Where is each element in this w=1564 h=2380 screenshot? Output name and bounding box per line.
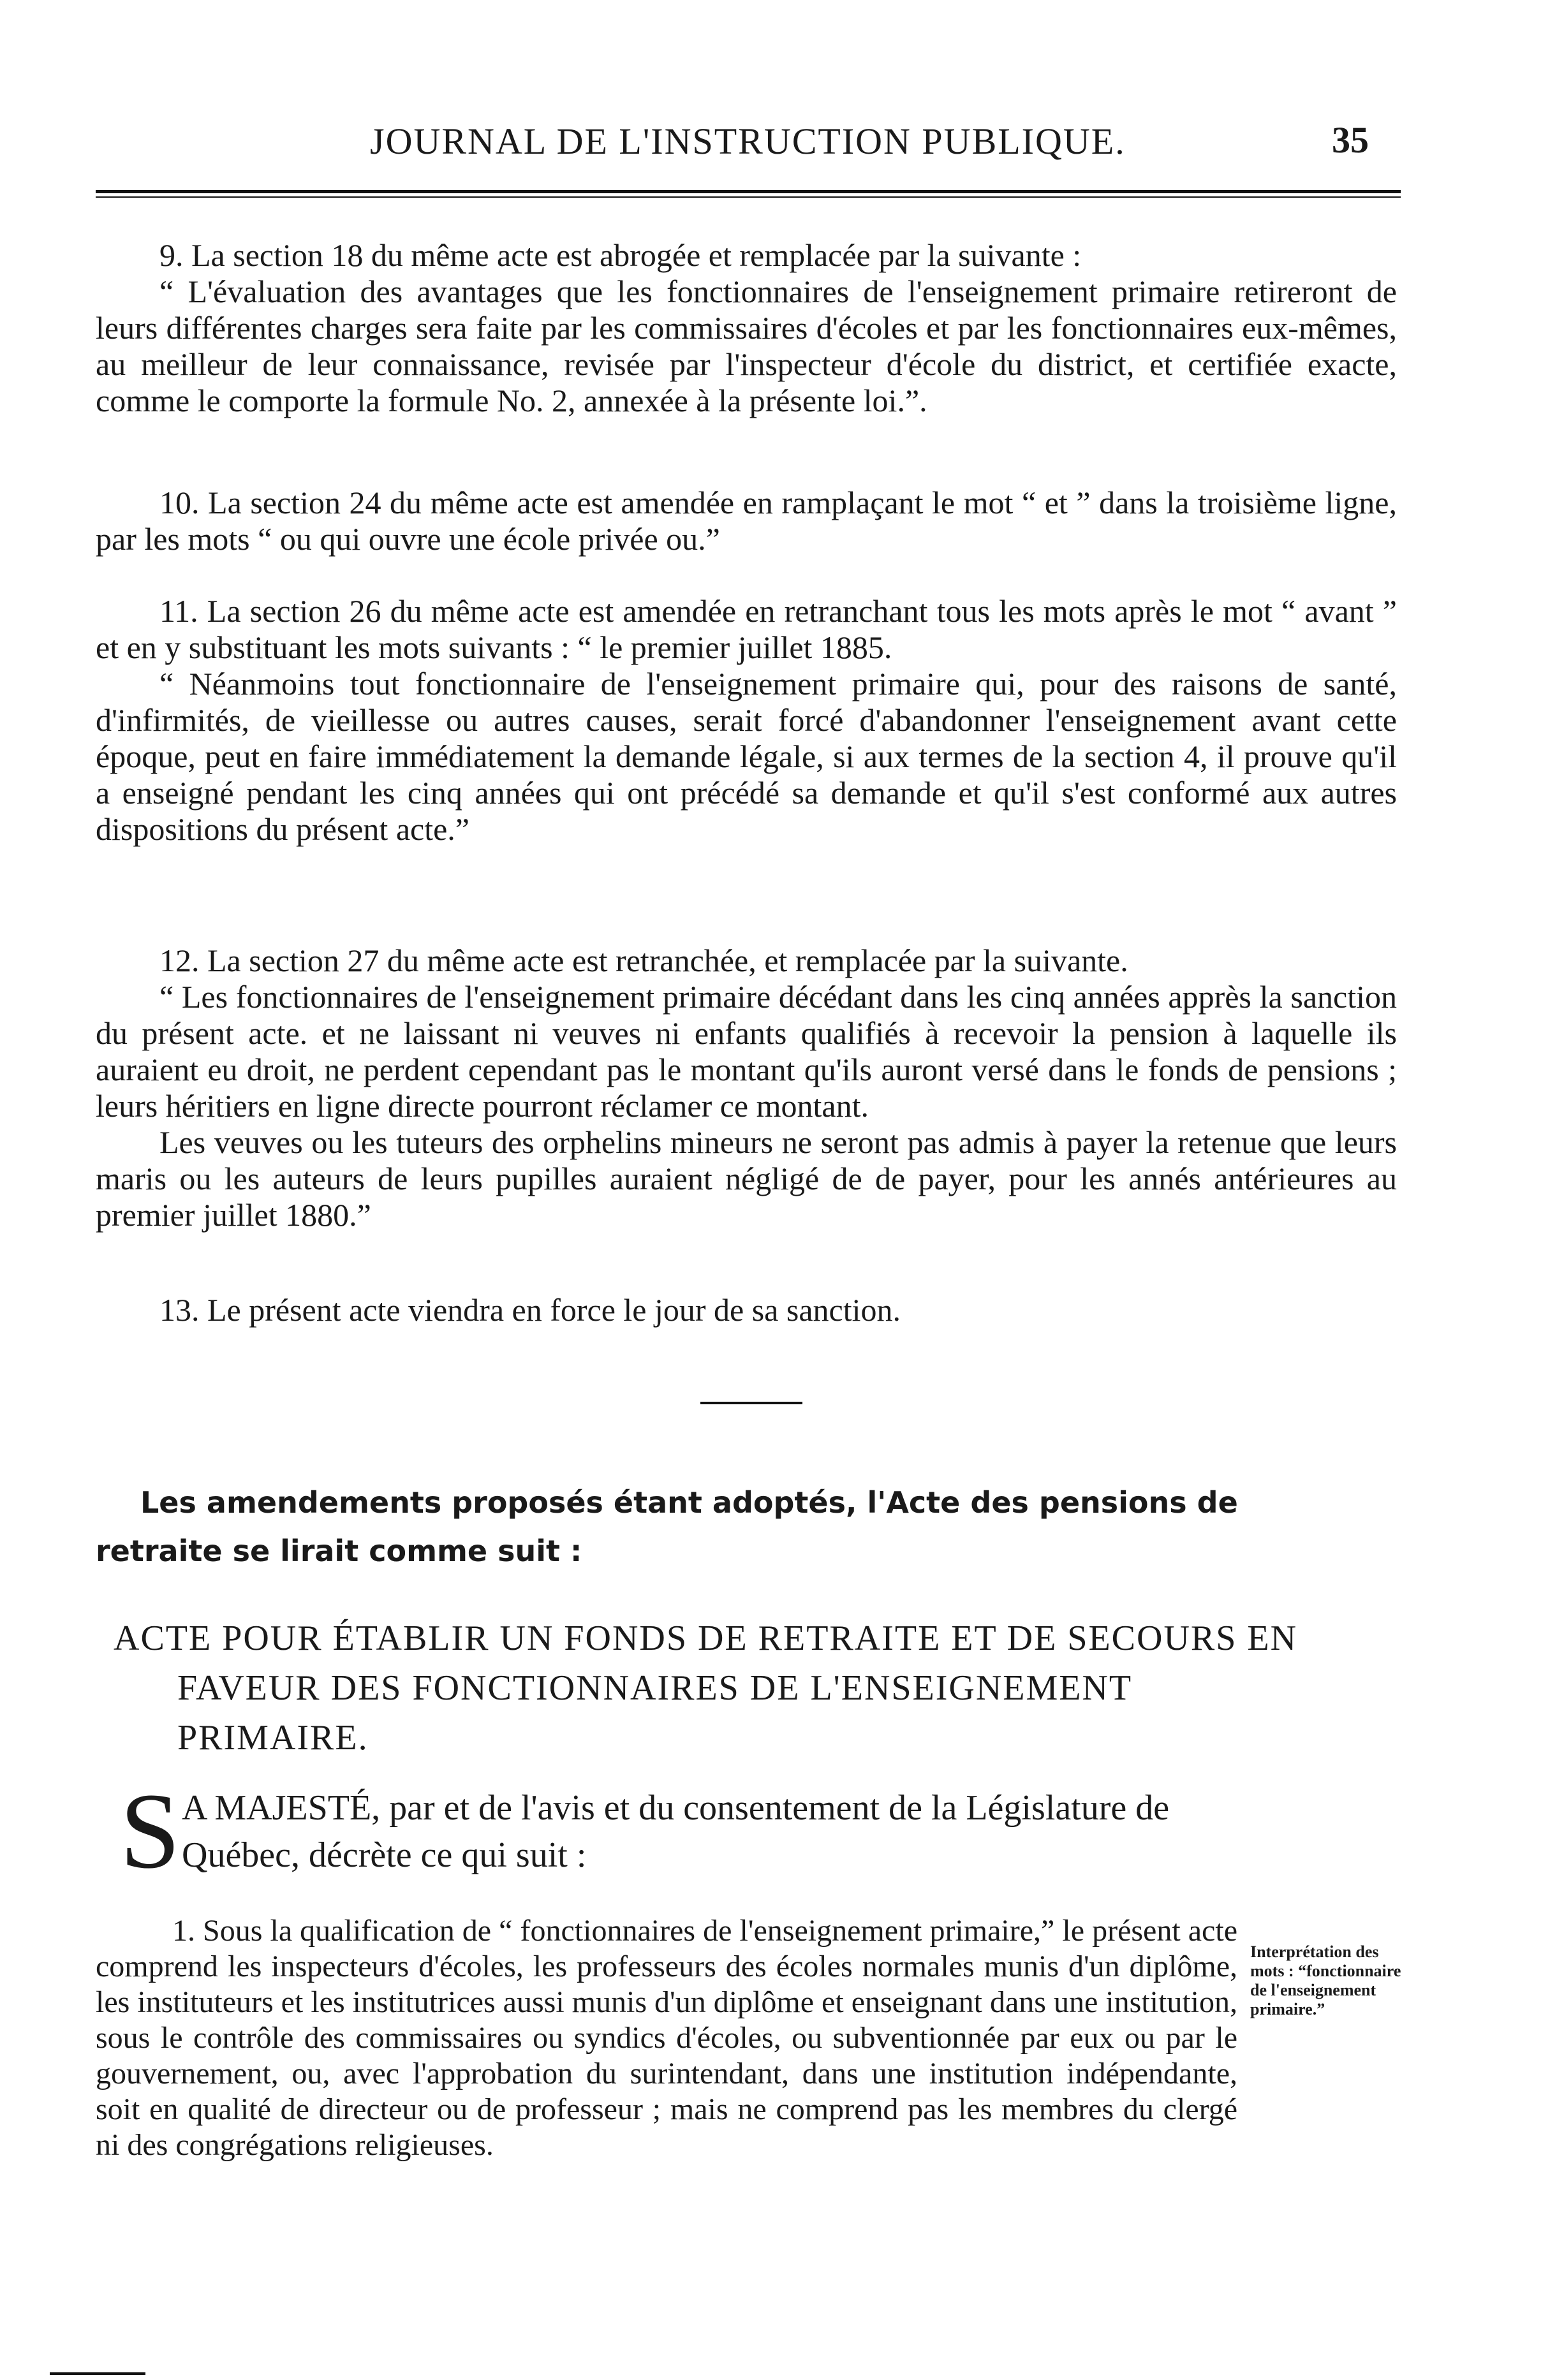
amendments-intro: Les amendements proposés étant adoptés, l'Acte des pensions de retraite se lirait comme suit : — [96, 1485, 1238, 1568]
page-number: 35 — [1332, 119, 1369, 161]
section-12-quote: “ Les fonctionnaires de l'enseignement primaire décédant dans les cinq années apprès la sanction du présent acte. et ne laissant ni veuves ni enfants qualifiés à recevoir la pension à laquelle ils auraient eu droit, ne perdent cependant pas le montant qu'ils auront versé dans le fonds de pensions ; leurs héritiers en ligne directe pourront réclamer ce montant. — [96, 979, 1397, 1124]
bottom-mark — [50, 2372, 145, 2375]
drop-cap: S — [120, 1771, 181, 1891]
act-title: ACTE POUR ÉTABLIR UN FONDS DE RETRAITE ET DE SECOURS EN FAVEUR DES FONCTIONNAIRES DE L'ENSEIGNEMENT PRIMAIRE. — [114, 1619, 1298, 1758]
section-9-quote: “ L'évaluation des avantages que les fonctionnaires de l'enseignement primaire retireront de leurs différentes charges sera faite par les commissaires d'écoles et par les fonctionnaires eux-mêmes, au meilleur de leur connaissance, revisée par l'inspecteur d'école du district, et certifiée exacte, comme le comporte la formule No. 2, annexée à la présente loi.”. — [96, 274, 1397, 418]
section-10-text: 10. La section 24 du même acte est amendée en ramplaçant le mot “ et ” dans la troisième ligne, par les mots “ ou qui ouvre une école privée ou.” — [96, 485, 1397, 557]
margin-note: Interprétation des mots : “fonctionnaire de l'enseignement primaire.” — [1250, 1943, 1401, 2018]
running-header: JOURNAL DE L'INSTRUCTION PUBLIQUE. — [370, 121, 1126, 162]
section-13 — [96, 1292, 1397, 1328]
enacting-clause: A MAJESTÉ, par et de l'avis et du consentement de la Législature de Québec, décrète ce qui suit : — [182, 1788, 1170, 1875]
section-12-second-paragraph: Les veuves ou les tuteurs des orphelins mineurs ne seront pas admis à payer la retenue que leurs maris ou les auteurs de leurs pupilles auraient négligé de de payer, pour les annés antérieures au premier juillet 1880.” — [96, 1124, 1397, 1233]
article-1 — [96, 1913, 1237, 2163]
section-11-quote: “ Néanmoins tout fonctionnaire de l'enseignement primaire qui, pour des raisons de santé, d'infirmités, de vieillesse ou autres causes, serait forcé d'abandonner l'enseignement avant cette époque, peut en faire immédiatement la demande légale, si aux termes de la section 4, il prouve qu'il a enseigné pendant les cinq années qui ont précédé sa demande et qu'il s'est conformé aux autres dispositions du présent acte.” — [96, 666, 1397, 847]
section-11-text: 11. La section 26 du même acte est amendée en retranchant tous les mots après le mot “ avant ” et en y substituant les mots suivants : “ le premier juillet 1885. — [96, 593, 1397, 665]
section-13-text: 13. Le présent acte viendra en force le jour de sa sanction. — [159, 1292, 901, 1328]
header-rule — [96, 190, 1401, 198]
section-9 — [96, 237, 1397, 419]
section-10 — [96, 485, 1397, 557]
section-9-text: 9. La section 18 du même acte est abrogée et remplacée par la suivante : — [159, 237, 1082, 273]
section-12 — [96, 943, 1397, 1233]
article-1-text: 1. Sous la qualification de “ fonctionnaires de l'enseignement primaire,” le présent acte comprend les inspecteurs d'écoles, les professeurs des écoles normales munis d'un diplôme, les instituteurs et les institutrices aussi munis d'un diplôme et enseignant dans une institution, sous le contrôle des commissaires ou syndics d'écoles, ou subventionnée par eux ou par le gouvernement, ou, avec l'approbation du surintendant, dans une institution indépendante, soit en qualité de directeur ou de professeur ; mais ne comprend pas les membres du clergé ni des congrégations religieuses. — [96, 1914, 1237, 2162]
section-12-text: 12. La section 27 du même acte est retranchée, et remplacée par la suivante. — [159, 943, 1128, 978]
section-divider — [700, 1402, 802, 1404]
section-11 — [96, 593, 1397, 848]
